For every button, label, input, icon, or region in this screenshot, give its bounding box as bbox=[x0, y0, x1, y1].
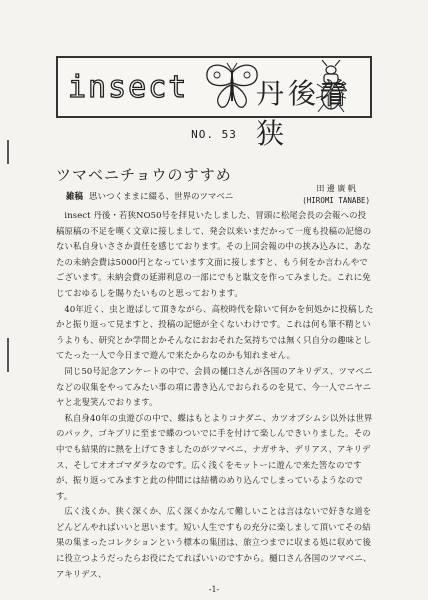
article-category: 雑稿 bbox=[66, 192, 84, 202]
article-body bbox=[56, 208, 374, 582]
butterfly-icon bbox=[203, 61, 261, 113]
title-char-2: 後 bbox=[288, 77, 321, 110]
paragraph: 私自身40年の虫遊びの中で、蝶はもとよりコナダニ、カツオブシムシ以外は世界のパック、ゴキブリに至まで蝶のついでに手を付けて楽しんできいりました。その中でも結果的に熱を上げてきましたのがツマベニ、ナガサキ、デリアス、アキリデス、そしてオオゴマダラなのです。広く浅くをモットーに遊んで来た筈なのですが、振り返ってみますと此の仲間には結構のめり込んでしまっているようなのです。 bbox=[56, 412, 373, 501]
article-subtitle bbox=[66, 190, 233, 202]
author-name: 田 邊 廣 帆 bbox=[316, 184, 356, 193]
paragraph: insect 丹後・若狭NO50号を拝見いたしました、冒頭に松尾会長の会報への投稿原稿の不足を嘆く文章に接しまして、発会以来いまだかって一度も投稿の記憶のない私自身いささか責任を感じております。その上同会報の中の挟み込みに、あなたの未納会費は5000円となっています文面に接しますと、もう何をか言わんやでございます。未納会費の延滞利息の一部にでもと駄文を作ってみました。これに免じておゆるしを賜りたいものと思っております。 bbox=[56, 210, 372, 298]
paragraph: 同じ50号記念アンケートの中で、会員の樋口さんが各国のアキリデス、ツマベニなどの収集をやってみたい事の項に書き込んでおられるのを見て、今一人でニヤニヤと北叟笑んでおります。 bbox=[56, 365, 373, 408]
article-title: ツマベニチョウのすすめ bbox=[56, 166, 232, 184]
binding-mark-bottom bbox=[7, 338, 9, 372]
article-subtitle-text: 思いつくままに綴る、世界のツマベニ bbox=[89, 192, 234, 202]
binding-mark-top bbox=[7, 140, 9, 164]
masthead-logo: insect bbox=[68, 70, 189, 105]
author-roman: (HIROMI TANABE) bbox=[302, 196, 370, 205]
title-char-3: 着 bbox=[320, 77, 353, 110]
beetle-icon bbox=[316, 60, 346, 116]
page-number: -1- bbox=[208, 585, 220, 594]
paragraph: 広く浅くか、狭く深くか、広く深くかなんて難しいことは言はないで好きな道をどんどんやればいいと思います。短い人生ですもの充分に楽しまして頂いてその結果の集まったコレクションという標本の集団は、旅立つまでに収まる処に収めて後に役立つようだったらお役にたてればいいのですから。樋口さん各国のツマベニ、アキリデス、 bbox=[56, 506, 372, 579]
author-block bbox=[302, 183, 370, 207]
paragraph: 40年近く、虫と遊ばして頂きながら、高校時代を除いて何かを何処かに投稿したかと振り返って見ますと、投稿の記憶が全くないわけです。これは何も筆不精というよりも、研究とか学問とかそんなにおおそれた気持ちでは無く只自分の趣味としてたった一人で今日まで遊んで来たからなのかも知れません。 bbox=[56, 303, 374, 361]
title-char-1: 丹 bbox=[256, 77, 289, 110]
issue-number: NO. 53 bbox=[191, 128, 237, 141]
title-char-4: 狭 bbox=[256, 117, 289, 150]
